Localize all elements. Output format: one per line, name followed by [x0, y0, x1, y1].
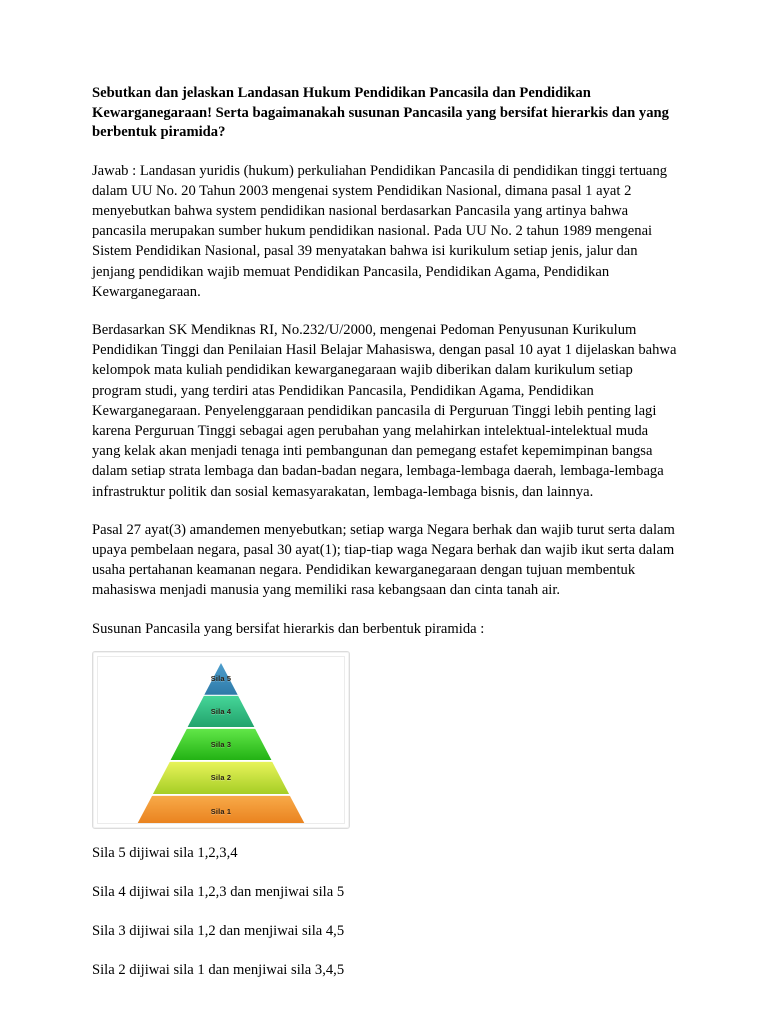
- pyramid-tier-1-label: Sila 1: [210, 807, 232, 817]
- statement-sila-2: Sila 2 dijiwai sila 1 dan menjiwai sila 3,4,5: [92, 962, 345, 979]
- paragraph-2: Berdasarkan SK Mendiknas RI, No.232/U/2000, mengenai Pedoman Penyusunan Kurikulum Pendidikan Tinggi dan Penilaian Hasil Belajar Mahasiswa, dengan pasal 10 ayat 1 dijelaskan bahwa kelompok mata kuliah pendidikan kewarganegaraan wajib diberikan dalam kurikulum setiap program studi, yang terdiri atas Pendidikan Pancasila, Pendidikan Agama, Pendidikan Kewarganegaraan. Penyelenggaraan pendidikan pancasila di Perguruan Tinggi lebih penting lagi karena Perguruan Tinggi sebagai agen perubahan yang melahirkan intelektual-intelektual muda yang kelak akan menjadi tenaga inti pembangunan dan pemegang estafet kepemimpinan bangsa dalam setiap strata lembaga dan badan-badan negara, lembaga-lembaga daerah, lembaga-lembaga infrastruktur politik dan sosial kemasyarakatan, lembaga-lembaga bisnis, dan lainnya.: [92, 321, 677, 500]
- statement-sila-4: Sila 4 dijiwai sila 1,2,3 dan menjiwai sila 5: [92, 883, 345, 900]
- pyramid-divider-4-3: [98, 728, 344, 729]
- pyramid-tier-sila-5: [98, 663, 344, 695]
- pyramid-divider-2-1: [98, 795, 344, 796]
- pyramid-canvas: [97, 656, 345, 824]
- pyramid-tier-2-label: Sila 2: [210, 773, 232, 783]
- paragraph-3: Pasal 27 ayat(3) amandemen menyebutkan; setiap warga Negara berhak dan wajib turut serta dalam upaya pembelaan negara, pasal 30 ayat(1); tiap-tiap waga Negara berhak dan wajib ikut serta dalam usaha pertahanan keamanan negara. Pendidikan kewarganegaraan dengan tujuan membentuk mahasiswa menjadi manusia yang memiliki rasa kebangsaan dan cinta tanah air.: [92, 521, 675, 599]
- pyramid-tier-5-label: Sila 5: [210, 674, 232, 684]
- pyramid-tier-4-label: Sila 4: [210, 706, 232, 716]
- pyramid-tier-sila-3: [98, 728, 344, 761]
- pyramid-figure: [92, 651, 678, 829]
- page-title: Sebutkan dan jelaskan Landasan Hukum Pendidikan Pancasila dan Pendidikan Kewarganegaraan! Serta bagaimanakah susunan Pancasila yang bersifat hierarkis dan yang berbentuk piramida?: [92, 85, 669, 140]
- pyramid-tier-3-label: Sila 3: [210, 739, 232, 749]
- pyramid-divider-5-4: [98, 695, 344, 696]
- pyramid-tier-sila-2: [98, 761, 344, 795]
- statement-sila-3: Sila 3 dijiwai sila 1,2 dan menjiwai sila 4,5: [92, 923, 345, 940]
- figure-caption: Susunan Pancasila yang bersifat hierarkis dan berbentuk piramida :: [92, 620, 485, 637]
- pyramid-stage: [98, 663, 344, 817]
- pyramid-tier-sila-1: [98, 795, 344, 824]
- statement-sila-5: Sila 5 dijiwai sila 1,2,3,4: [92, 844, 238, 861]
- pyramid-tier-sila-4: [98, 695, 344, 728]
- pyramid-frame: [92, 651, 350, 829]
- document-content: [92, 84, 678, 1000]
- pyramid-divider-3-2: [98, 761, 344, 762]
- paragraph-1: Jawab : Landasan yuridis (hukum) perkuliahan Pendidikan Pancasila di pendidikan tinggi tertuang dalam UU No. 20 Tahun 2003 mengenai system Pendidikan Nasional, dimana pasal 1 ayat 2 menyebutkan bahwa system pendidikan nasional berdasarkan Pancasila yang artinya bahwa pancasila merupakan sumber hukum pendidikan nasional. Pada UU No. 2 tahun 1989 mengenai Sistem Pendidikan Nasional, pasal 39 menyatakan bahwa isi kurikulum setiap jenis, jalur dan jenjang pendidikan wajib memuat Pendidikan Pancasila, Pendidikan Agama, Pendidikan Kewarganegaraan.: [92, 162, 668, 300]
